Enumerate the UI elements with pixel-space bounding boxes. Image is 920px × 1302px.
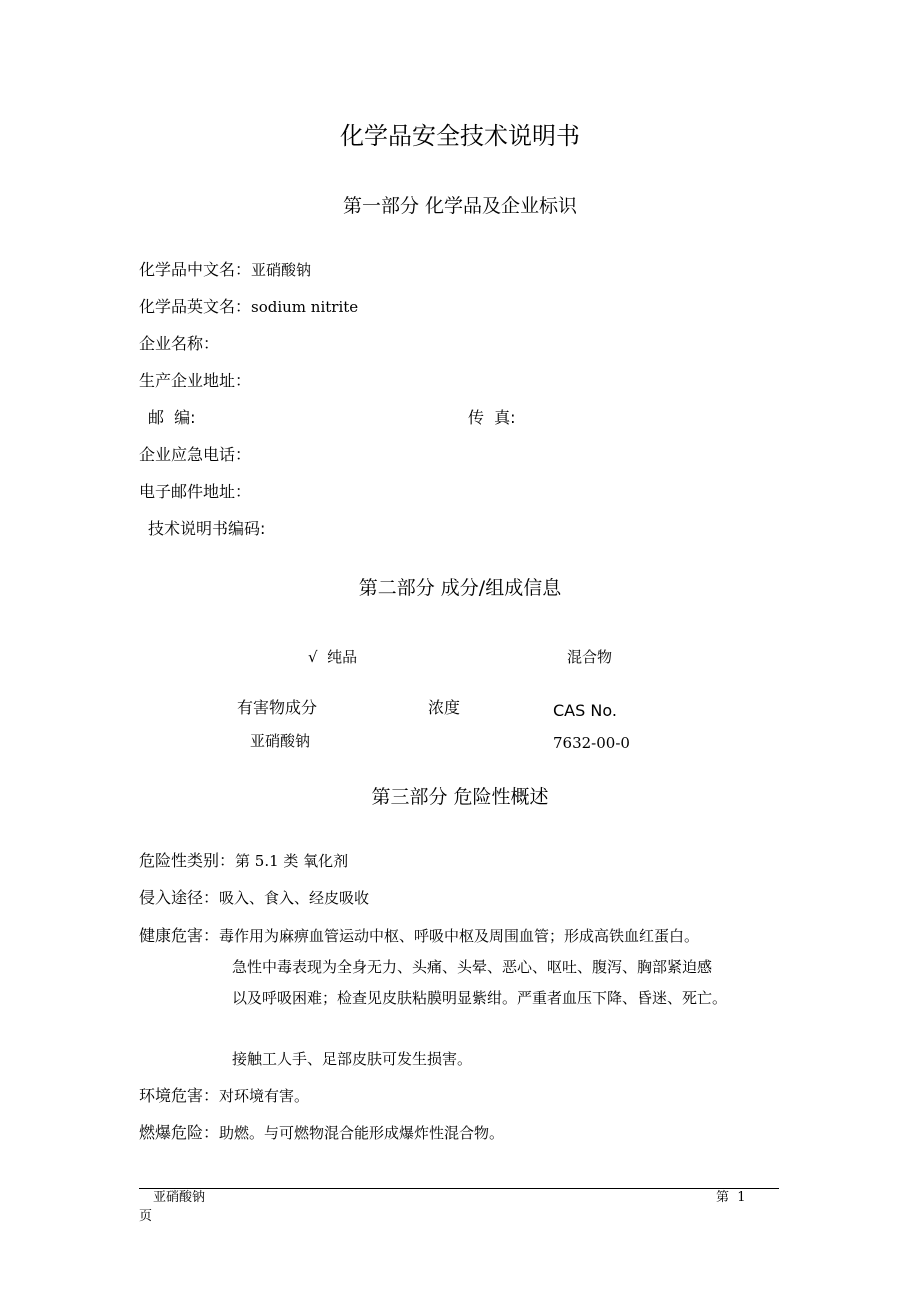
field-label: 环境危害： [139, 1086, 220, 1105]
health-hazard [139, 925, 699, 947]
fire-explosion-hazard [139, 1122, 504, 1144]
document-title: 化学品安全技术说明书 [340, 122, 580, 150]
field-value: 毒作用为麻痹血管运动中枢、呼吸中枢及周围血管；形成高铁血红蛋白。 [219, 927, 700, 945]
field-value: 吸入、食入、经皮吸收 [219, 889, 370, 907]
pure-substance-option: √ 纯品 [308, 648, 358, 666]
field-emergency-phone: 企业应急电话： [139, 445, 252, 464]
footer-product-name: 亚硝酸钠 [153, 1190, 206, 1205]
footer-page-suffix: 页 [139, 1209, 153, 1224]
field-label: 化学品中文名： [139, 260, 252, 279]
section-heading-part2: 第二部分 成分/组成信息 [358, 577, 562, 599]
field-address: 生产企业地址： [139, 371, 252, 390]
health-hazard-line: 以及呼吸困难；检查见皮肤粘膜明显紫绀。严重者血压下降、昏迷、死亡。 [232, 989, 728, 1007]
footer-divider [139, 1188, 779, 1189]
field-sds-code: 技术说明书编码: [148, 519, 266, 538]
field-value: sodium nitrite [251, 298, 359, 316]
field-value: 对环境有害。 [219, 1087, 310, 1105]
field-postcode: 邮 编: [148, 408, 196, 427]
field-label: 危险性类别： [139, 851, 236, 870]
table-cell-component: 亚硝酸钠 [250, 732, 311, 750]
field-label: 健康危害： [139, 926, 220, 945]
environment-hazard [139, 1085, 309, 1107]
health-hazard-line: 急性中毒表现为全身无力、头痛、头晕、恶心、呕吐、腹泻、胸部紧迫感 [232, 958, 713, 976]
field-company-name: 企业名称： [139, 334, 220, 353]
mixture-option: 混合物 [567, 648, 613, 666]
field-english-name [139, 296, 358, 318]
hazard-class [139, 850, 348, 872]
health-hazard-line: 接触工人手、足部皮肤可发生损害。 [232, 1050, 473, 1068]
field-label: 侵入途径： [139, 888, 220, 907]
section-heading-part3: 第三部分 危险性概述 [371, 786, 549, 808]
field-value: 亚硝酸钠 [251, 261, 312, 279]
field-chinese-name [139, 259, 311, 281]
field-label: 化学品英文名： [139, 297, 252, 316]
table-header-cas: CAS No. [553, 701, 617, 720]
section-heading-part1: 第一部分 化学品及企业标识 [342, 195, 578, 217]
field-fax: 传 真: [468, 408, 516, 427]
table-header-component: 有害物成分 [237, 698, 318, 717]
exposure-route [139, 887, 369, 909]
table-header-concentration: 浓度 [428, 698, 461, 717]
field-value: 助燃。与可燃物混合能形成爆炸性混合物。 [219, 1124, 505, 1142]
field-label: 燃爆危险： [139, 1123, 220, 1142]
field-email: 电子邮件地址： [139, 482, 252, 501]
field-value: 第 5.1 类 氧化剂 [235, 852, 349, 870]
footer-page-number: 第 1 [716, 1190, 746, 1205]
table-cell-cas: 7632-00-0 [553, 734, 630, 752]
